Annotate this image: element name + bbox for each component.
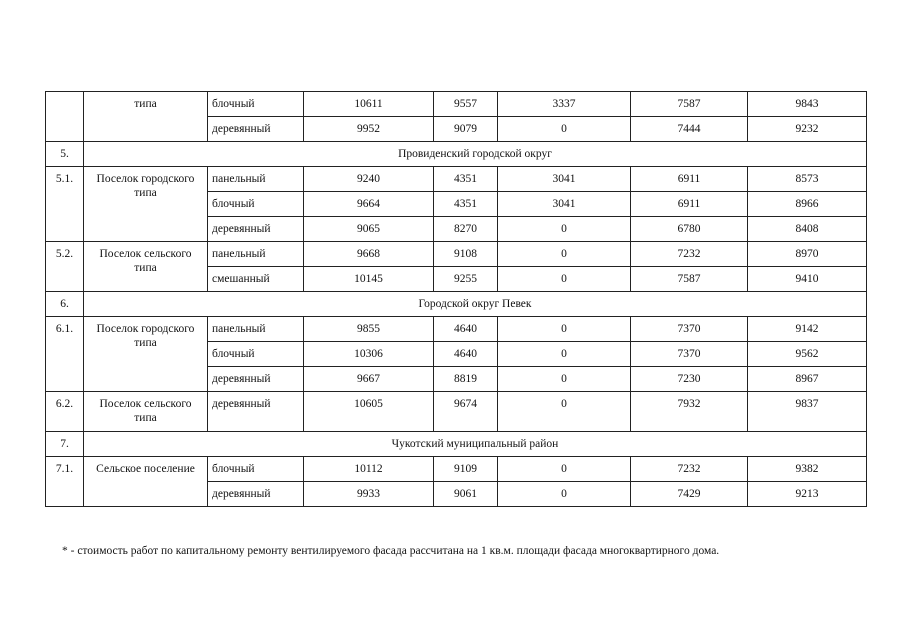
cost-value: 0: [498, 117, 631, 142]
row-number: 6.: [46, 292, 84, 317]
cost-value: 4640: [434, 317, 498, 342]
cost-value: 9664: [304, 192, 434, 217]
cost-value: 3041: [498, 192, 631, 217]
cost-value: 9382: [748, 457, 867, 482]
table-row: [46, 92, 867, 117]
cost-table: [45, 91, 867, 507]
cost-value: 0: [498, 392, 631, 432]
cost-value: 7232: [631, 457, 748, 482]
settlement-type: типа: [84, 92, 208, 142]
cost-value: 4640: [434, 342, 498, 367]
cost-value: 7370: [631, 342, 748, 367]
cost-value: 9109: [434, 457, 498, 482]
cost-value: 4351: [434, 192, 498, 217]
cost-value: 10605: [304, 392, 434, 432]
building-material: блочный: [208, 342, 304, 367]
cost-value: 0: [498, 482, 631, 507]
section-row: [46, 432, 867, 457]
building-material: панельный: [208, 242, 304, 267]
building-material: деревянный: [208, 367, 304, 392]
building-material: смешанный: [208, 267, 304, 292]
cost-value: 9843: [748, 92, 867, 117]
cost-value: 7587: [631, 92, 748, 117]
building-material: блочный: [208, 92, 304, 117]
cost-value: 0: [498, 217, 631, 242]
cost-value: 8966: [748, 192, 867, 217]
cost-value: 7587: [631, 267, 748, 292]
cost-value: 9213: [748, 482, 867, 507]
cost-value: 0: [498, 342, 631, 367]
cost-value: 0: [498, 242, 631, 267]
section-row: [46, 292, 867, 317]
section-title: Чукотский муниципальный район: [84, 432, 867, 457]
cost-value: 7444: [631, 117, 748, 142]
table-row: [46, 392, 867, 432]
section-row: [46, 142, 867, 167]
table-row: [46, 167, 867, 192]
building-material: деревянный: [208, 117, 304, 142]
cost-value: 9562: [748, 342, 867, 367]
row-number: [46, 92, 84, 142]
cost-value: 3337: [498, 92, 631, 117]
cost-value: 8967: [748, 367, 867, 392]
cost-value: 7370: [631, 317, 748, 342]
cost-value: 6780: [631, 217, 748, 242]
cost-value: 10306: [304, 342, 434, 367]
cost-value: 9079: [434, 117, 498, 142]
cost-value: 0: [498, 457, 631, 482]
building-material: деревянный: [208, 482, 304, 507]
cost-value: 7232: [631, 242, 748, 267]
cost-value: 6911: [631, 192, 748, 217]
row-number: 6.1.: [46, 317, 84, 392]
table-row: [46, 242, 867, 267]
cost-value: 9837: [748, 392, 867, 432]
cost-value: 8970: [748, 242, 867, 267]
cost-value: 6911: [631, 167, 748, 192]
cost-value: 9952: [304, 117, 434, 142]
table-row: [46, 317, 867, 342]
settlement-type: Поселок сельского типа: [84, 242, 208, 292]
cost-value: 9667: [304, 367, 434, 392]
row-number: 5.: [46, 142, 84, 167]
section-title: Провиденский городской округ: [84, 142, 867, 167]
settlement-type: Сельское поселение: [84, 457, 208, 507]
row-number: 5.2.: [46, 242, 84, 292]
building-material: деревянный: [208, 217, 304, 242]
row-number: 7.: [46, 432, 84, 457]
cost-value: 3041: [498, 167, 631, 192]
cost-value: 0: [498, 317, 631, 342]
cost-value: 8408: [748, 217, 867, 242]
cost-value: 7230: [631, 367, 748, 392]
row-number: 7.1.: [46, 457, 84, 507]
cost-value: 9410: [748, 267, 867, 292]
table-row: [46, 457, 867, 482]
cost-value: 7429: [631, 482, 748, 507]
cost-value: 9065: [304, 217, 434, 242]
cost-value: 9108: [434, 242, 498, 267]
cost-value: 9557: [434, 92, 498, 117]
building-material: деревянный: [208, 392, 304, 432]
cost-value: 8573: [748, 167, 867, 192]
cost-value: 8270: [434, 217, 498, 242]
settlement-type: Поселок сельского типа: [84, 392, 208, 432]
building-material: панельный: [208, 317, 304, 342]
cost-value: 8819: [434, 367, 498, 392]
cost-value: 10112: [304, 457, 434, 482]
footnote: * - стоимость работ по капитальному ремонту вентилируемого фасада рассчитана на 1 кв.м. площади фасада многоквартирного дома.: [62, 545, 720, 557]
cost-value: 9855: [304, 317, 434, 342]
row-number: 5.1.: [46, 167, 84, 242]
building-material: блочный: [208, 457, 304, 482]
cost-value: 9674: [434, 392, 498, 432]
cost-value: 10611: [304, 92, 434, 117]
cost-value: 9240: [304, 167, 434, 192]
settlement-type: Поселок городского типа: [84, 167, 208, 242]
building-material: панельный: [208, 167, 304, 192]
cost-value: 0: [498, 367, 631, 392]
cost-value: 0: [498, 267, 631, 292]
cost-value: 9061: [434, 482, 498, 507]
building-material: блочный: [208, 192, 304, 217]
cost-value: 9933: [304, 482, 434, 507]
section-title: Городской округ Певек: [84, 292, 867, 317]
cost-value: 7932: [631, 392, 748, 432]
settlement-type: Поселок городского типа: [84, 317, 208, 392]
cost-value: 9668: [304, 242, 434, 267]
cost-value: 9255: [434, 267, 498, 292]
cost-value: 9142: [748, 317, 867, 342]
row-number: 6.2.: [46, 392, 84, 432]
cost-value: 9232: [748, 117, 867, 142]
cost-value: 4351: [434, 167, 498, 192]
cost-value: 10145: [304, 267, 434, 292]
